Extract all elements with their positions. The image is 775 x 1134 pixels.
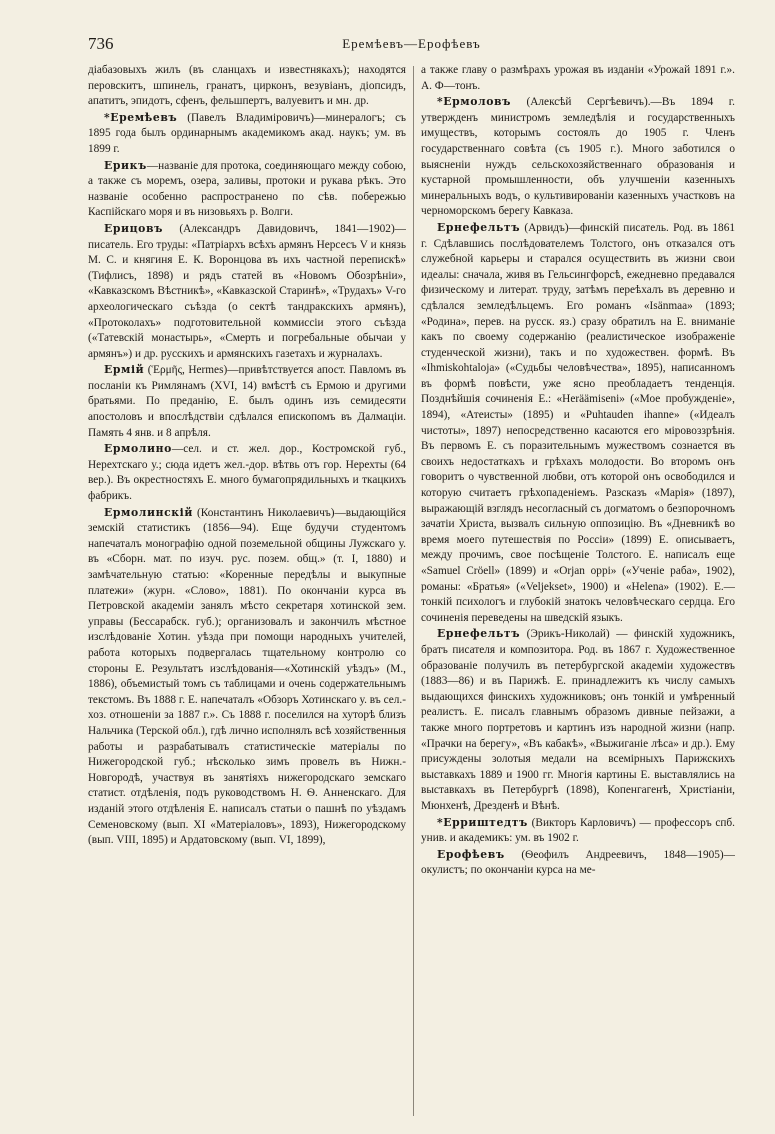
entry-paragraph	[421, 63, 735, 94]
entry-headword: Ермолинскій	[104, 505, 193, 519]
entry-text: (Ἑρμῆς, Hermes)—привѣтствуется апост. Павломъ въ посланіи къ Римлянамъ (XVI, 14) вмѣстѣ съ Ермою и другими братьями. По преданію, Е. былъ одинъ изъ семидесяти апостоловъ и впослѣдствіи сдѣлался епископомъ въ Далмаціи. Память 4 янв. и 8 апрѣля.	[88, 364, 406, 439]
entry-text: (Павелъ Владиміровичъ)—минералогъ; съ 1895 года былъ ординарнымъ академикомъ акад. наукъ; ум. въ 1899 г.	[88, 111, 406, 155]
entry-headword: Ерофѣевъ	[437, 847, 505, 861]
entry-paragraph	[421, 847, 735, 879]
entry-text: (Александръ Давидовичъ, 1841—1902)—писатель. Его труды: «Патріархъ всѣхъ армянъ Нерсесъ V и князь М. С. и княгиня Е. К. Воронцова въ ихъ частной перепискѣ» (Тифлисъ, 1898) и рядъ статей въ «Новомъ Обозрѣніи», «Кавказскомъ Вѣстникѣ», «Кавказской Старинѣ», «Трудахъ» V-го археологическаго съѣзда (о сектѣ тандракскихъ армянъ), «Протоколахъ» подготовительной коммиссіи этого съѣзда («Татевскій монастырь», «Смерть и погребальные обычаи у армянъ») и др. русскихъ и армянскихъ газетахъ и журналахъ.	[88, 222, 406, 360]
entry-text: (Константинъ Николаевичъ)—выдающійся земскій статистикъ (1856—94). Еще будучи студентомъ напечаталъ монографію одной поземельной общины Лужскаго у. въ «Сборн. мат. по изуч. рус. позем. общ.» (т. I, 1880) и замѣчательную статью: «Коренные передѣлы и выкупные платежи» (журн. «Слово», 1881). По окончаніи курса въ Петровской академіи занялъ мѣсто секретаря хотинской зем. управы (Бессарабск. губ.); организовалъ и закончилъ мѣстное изслѣдованіе Хотин. уѣзда при помощи народныхъ учителей, работа которыхъ подвергалась тщательному контролю со стороны Е. Результатъ изслѣдованія—«Хотинскій уѣздъ» (М., 1886), объемистый томъ съ таблицами и очень содержательнымъ текстомъ. Въ 1888 г. Е. напечаталъ «Обзоръ Хотинскаго у. въ сел.-хоз. отношеніи за 1887 г.». Съ 1888 г. поселился на хуторѣ близъ Нальчика (Терской обл.), гдѣ лично исполнялъ всѣ хозяйственныя работы и разрабатывалъ статистическіе матеріалы по Нижегородской губ.; нѣсколько зимъ провелъ въ Нижн.-Новгородѣ, участвуя въ занятіяхъ нижегородскаго земскаго статист. отдѣленія, подъ руководствомъ Н. Ѳ. Анненскаго. Для изданій этого отдѣленія Е. написалъ статьи о пашнѣ по уѣздамъ Семеновскому (вып. XI «Матеріаловъ», 1893), Нижегородскому (вып. VIII, 1895) и Ардатовскому (вып. VI, 1899),	[88, 506, 406, 847]
entry-paragraph	[88, 110, 406, 158]
entry-text: —названіе для протока, соединяющаго между собою, а также съ моремъ, озера, заливы, протоки и рукава рѣкъ. Это названіе особенно распространено по сѣв. побережью Каспійскаго моря и въ низовьяхъ р. Волги.	[88, 159, 406, 219]
entry-text: —сел. и ст. жел. дор., Костромской губ., Нерехтскаго у.; сюда идетъ жел.-дор. вѣтвь отъ гор. Нерехты (64 вер.). Въ окрестностяхъ Е. много бумагопрядильныхъ и ткацкихъ фабрикъ.	[88, 443, 406, 503]
entry-headword: Ернефельтъ	[437, 627, 521, 641]
entry-paragraph	[88, 221, 406, 362]
page-number: 736	[88, 34, 114, 53]
entry-headword: Ернефельтъ	[437, 220, 521, 234]
entry-headword: Ермолино	[104, 442, 172, 456]
running-title: Еремѣевъ—Ерофѣевъ	[342, 36, 481, 51]
entry-text: (Арвидъ)—финскій писатель. Род. въ 1861 г. Сдѣлавшись послѣдователемъ Толстого, онъ отказался отъ служебной карьеры и старался осуществить въ жизни свои идеалы: сначала, живя въ Гельсингфорсѣ, ежедневно предавался физическому и литерат. труду, затѣмъ переѣхалъ въ деревню и сдѣлался земледѣльцемъ. Его романъ «Isänmaa» (1893; «Родина», перев. на русск. яз.) сразу обратилъ на Е. вниманіе какъ по своему содержанію (реалистическое изображеніе студенческой жизни), такъ и по художествен. формѣ. Въ «Ihmiskohtaloja» («Судьбы человѣчества», 1895), написанномъ въ формѣ повѣсти, уже ясно преобладаетъ тенденція. Позднѣйшія сочиненія Е.: «Heräämiseni» («Мое пробужденіе», 1894), «Атеисты» (1895) и «Puhtauden ihanne» («Идеалъ чистоты», 1897) непосредственно касаются его міровоззрѣнія. Въ первомъ Е. съ поразительнымъ мужествомъ сознается въ своихъ недостаткахъ и грѣхахъ молодости. Во второмъ онъ говоритъ о чувственной любви, отъ которой онъ освободился и которую считаетъ грѣхопаденіемъ. Разсказъ «Марія» (1897), выражающій взглядъ несогласный съ догматомъ о безпорочномъ зачатіи Христа, вызвалъ сильную оппозицію. Въ «Дневникѣ во время моего путешествія по Россіи» (1899) Е. описываетъ, между прочимъ, свое посѣщеніе Толстого. Е. написалъ еще «Samuel Cröell» (1899) и «Orjan oppi» («Ученіе раба», 1902), романы: «Братья» («Veljekset», 1900) и «Helena» (1902). Е.—тонкій психологъ и глубокій знатокъ человѣческаго сердца. Его сочиненія переведены на шведскій языкъ.	[421, 221, 735, 624]
entry-text: (Эрикъ-Николай) — финскій художникъ, братъ писателя и композитора. Род. въ 1867 г. Художественное образованіе получилъ въ петербургской академіи художествъ (1883—86) и въ Парижѣ. Е. принадлежитъ къ числу самыхъ выдающихся финскихъ художниковъ; онъ тонкій и умѣренный реалистъ. Е. писалъ главнымъ образомъ дивные пейзажи, а также много портретовъ и картинъ изъ народной жизни (напр. «Прачки на берегу», «Въ кабакѣ», «Выжиганіе лѣса» и др.). Ему присуждены золотыя медали на всемірныхъ Парижскихъ выставкахъ 1889 и 1900 гг. Многія картины Е. выставлялись на выставкахъ въ Петербургѣ (1898), Копенгагенѣ, Христіаніи, Мюнхенѣ, Дрезденѣ и Вѣнѣ.	[421, 628, 735, 812]
page-header	[88, 30, 735, 56]
entry-paragraph	[88, 441, 406, 504]
entry-headword: *Ермоловъ	[437, 95, 512, 109]
entry-headword: Ермій	[104, 363, 145, 377]
left-column	[88, 63, 406, 1118]
entry-headword: *Ерриштедтъ	[437, 815, 528, 829]
entry-paragraph	[421, 220, 735, 626]
entry-paragraph	[421, 815, 735, 847]
entry-text: (Алексѣй Сергѣевичъ).—Въ 1894 г. утвержденъ министромъ земледѣлія и государственныхъ имуществъ, которымъ состоялъ до 1905 г. Членъ государственнаго совѣта (съ 1905 г.). Много заботился о выясненіи нуждъ сельскохозяйственнаго образованія и кустарной промышленности, объ улучшеніи казенныхъ минеральныхъ водъ, о культивированіи казенныхъ участковъ на черноморскомъ берегу Кавказа.	[421, 96, 735, 218]
entry-headword: *Еремѣевъ	[104, 110, 178, 124]
entry-headword: Ерицовъ	[104, 221, 163, 235]
entry-paragraph	[88, 158, 406, 221]
entry-text: діабазовыхъ жилъ (въ сланцахъ и известнякахъ); находятся перовскитъ, шпинель, гранатъ, цирконъ, везувіанъ, діопсидъ, апатитъ, эпидотъ, сфенъ, фельшпертъ, валуевитъ и мн. др.	[88, 64, 406, 108]
entry-paragraph	[421, 626, 735, 814]
entry-text: а также главу о размѣрахъ урожая въ изданіи «Урожай 1891 г.». А. Ф—тонъ.	[421, 64, 735, 92]
entry-paragraph	[88, 63, 406, 110]
column-divider	[413, 66, 414, 1116]
entry-text: (Викторъ Карловичъ) — профессоръ спб. унив. и академикъ: ум. въ 1902 г.	[421, 816, 735, 845]
entry-paragraph	[88, 362, 406, 441]
entry-paragraph	[421, 94, 735, 220]
entry-paragraph	[88, 505, 406, 849]
entry-headword: Ерикъ	[104, 158, 147, 172]
right-column	[421, 63, 735, 1118]
entry-text: (Ѳеофилъ Андреевичъ, 1848—1905)—окулистъ; по окончаніи курса на ме-	[421, 848, 735, 877]
